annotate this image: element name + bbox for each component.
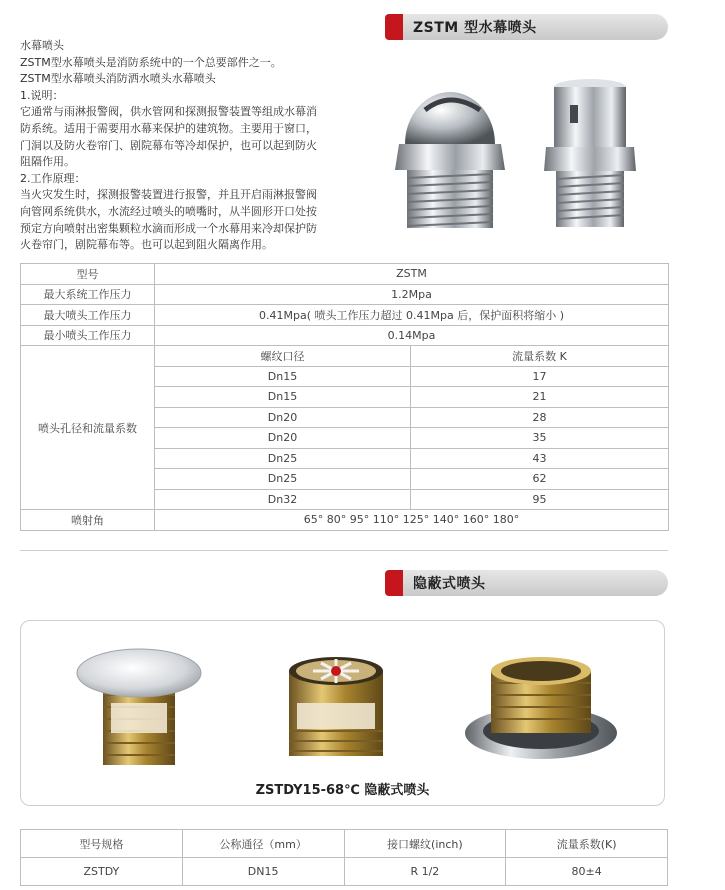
concealed-product-panel [20, 620, 665, 806]
spray-angle-value: 65° 80° 95° 110° 125° 140° 160° 180° [155, 510, 669, 531]
concealed-product-caption: ZSTDY15-68℃ 隐蔽式喷头 [255, 783, 430, 798]
zstm-section-title: ZSTM 型水幕喷头 [413, 20, 537, 36]
max-nozzle-pressure-label: 最大喷头工作压力 [21, 305, 155, 326]
min-nozzle-pressure-value: 0.14Mpa [155, 325, 669, 346]
table-row [21, 346, 669, 367]
thread-cell: Dn25 [155, 469, 411, 490]
min-nozzle-pressure-label: 最小喷头工作压力 [21, 325, 155, 346]
intro-line: 1.说明： [20, 88, 64, 102]
column-header: 公称通径（mm） [182, 830, 344, 858]
spray-angle-label: 喷射角 [21, 510, 155, 531]
thread-header: 螺纹口径 [155, 346, 411, 367]
header-accent-mark [385, 14, 403, 40]
max-nozzle-pressure-value: 0.41Mpa( 喷头工作压力超过 0.41Mpa 后，保护面积将缩小 ) [155, 305, 669, 326]
concealed-sprinkler-cover-image [71, 645, 211, 773]
table-cell: ZSTDY [21, 858, 183, 886]
thread-cell: Dn20 [155, 428, 411, 449]
thread-cell: Dn20 [155, 407, 411, 428]
orifice-k-label: 喷头孔径和流量系数 [21, 346, 155, 510]
intro-line: 向管网系统供水，水流经过喷头的喷嘴时，从半圆形开口处按 [20, 204, 317, 218]
model-label: 型号 [21, 264, 155, 285]
max-system-pressure-value: 1.2Mpa [155, 284, 669, 305]
intro-line: 水幕喷头 [20, 39, 64, 52]
k-cell: 17 [411, 366, 669, 387]
intro-line: 阻隔作用。 [20, 155, 75, 169]
section-divider [20, 550, 668, 551]
k-cell: 21 [411, 387, 669, 408]
intro-line: ZSTM型水幕喷头消防洒水喷头水幕喷头 [20, 72, 216, 86]
intro-line: 门洞以及防火卷帘门、剧院幕布等冷却保护，也可以起到防火 [20, 138, 317, 152]
k-cell: 43 [411, 448, 669, 469]
k-cell: 95 [411, 489, 669, 510]
intro-line: 火卷帘门，剧院幕布等。也可以起到阻火隔离作用。 [20, 238, 273, 252]
concealed-section-title: 隐蔽式喷头 [413, 576, 486, 592]
thread-cell: Dn15 [155, 366, 411, 387]
zstm-spec-table [20, 263, 669, 531]
table-cell: 80±4 [506, 858, 668, 886]
k-cell: 28 [411, 407, 669, 428]
thread-cell: Dn32 [155, 489, 411, 510]
k-header: 流量系数 K [411, 346, 669, 367]
model-value: ZSTM [155, 264, 669, 285]
intro-line: 防系统。适用于需要用水幕来保护的建筑物。主要用于窗口， [20, 121, 317, 135]
concealed-section-header [385, 570, 668, 596]
thread-cell: Dn15 [155, 387, 411, 408]
table-row [21, 858, 668, 886]
concealed-spec-table [20, 829, 668, 886]
table-cell: R 1/2 [344, 858, 506, 886]
intro-line: 当火灾发生时，探测报警装置进行报警，并且开启雨淋报警阀 [20, 188, 317, 202]
concealed-sprinkler-body-image [281, 651, 391, 766]
table-row [21, 284, 669, 305]
intro-line: ZSTM型水幕喷头是消防系统中的一个总要部件之一。 [20, 55, 282, 69]
k-cell: 35 [411, 428, 669, 449]
table-row [21, 325, 669, 346]
intro-line: 2.工作原理： [20, 171, 86, 185]
table-row [21, 264, 669, 285]
header-accent-mark [385, 570, 403, 596]
column-header: 接口螺纹(inch) [344, 830, 506, 858]
column-header: 型号规格 [21, 830, 183, 858]
k-cell: 62 [411, 469, 669, 490]
table-row [21, 510, 669, 531]
column-header: 流量系数(K) [506, 830, 668, 858]
thread-cell: Dn25 [155, 448, 411, 469]
zstm-section-header [385, 14, 668, 40]
intro-line: 预定方向喷射出密集颗粒水滴而形成一个水幕用来冷却保护防 [20, 221, 317, 235]
concealed-sprinkler-ring-image [461, 653, 621, 768]
max-system-pressure-label: 最大系统工作压力 [21, 284, 155, 305]
water-curtain-nozzle-dome-image [385, 72, 515, 237]
table-row [21, 305, 669, 326]
table-header-row [21, 830, 668, 858]
zstm-intro-text [20, 38, 370, 254]
intro-line: 它通常与雨淋报警阀，供水管网和探测报警装置等组成水幕消 [20, 105, 317, 119]
table-cell: DN15 [182, 858, 344, 886]
water-curtain-nozzle-cylinder-image [540, 75, 640, 235]
